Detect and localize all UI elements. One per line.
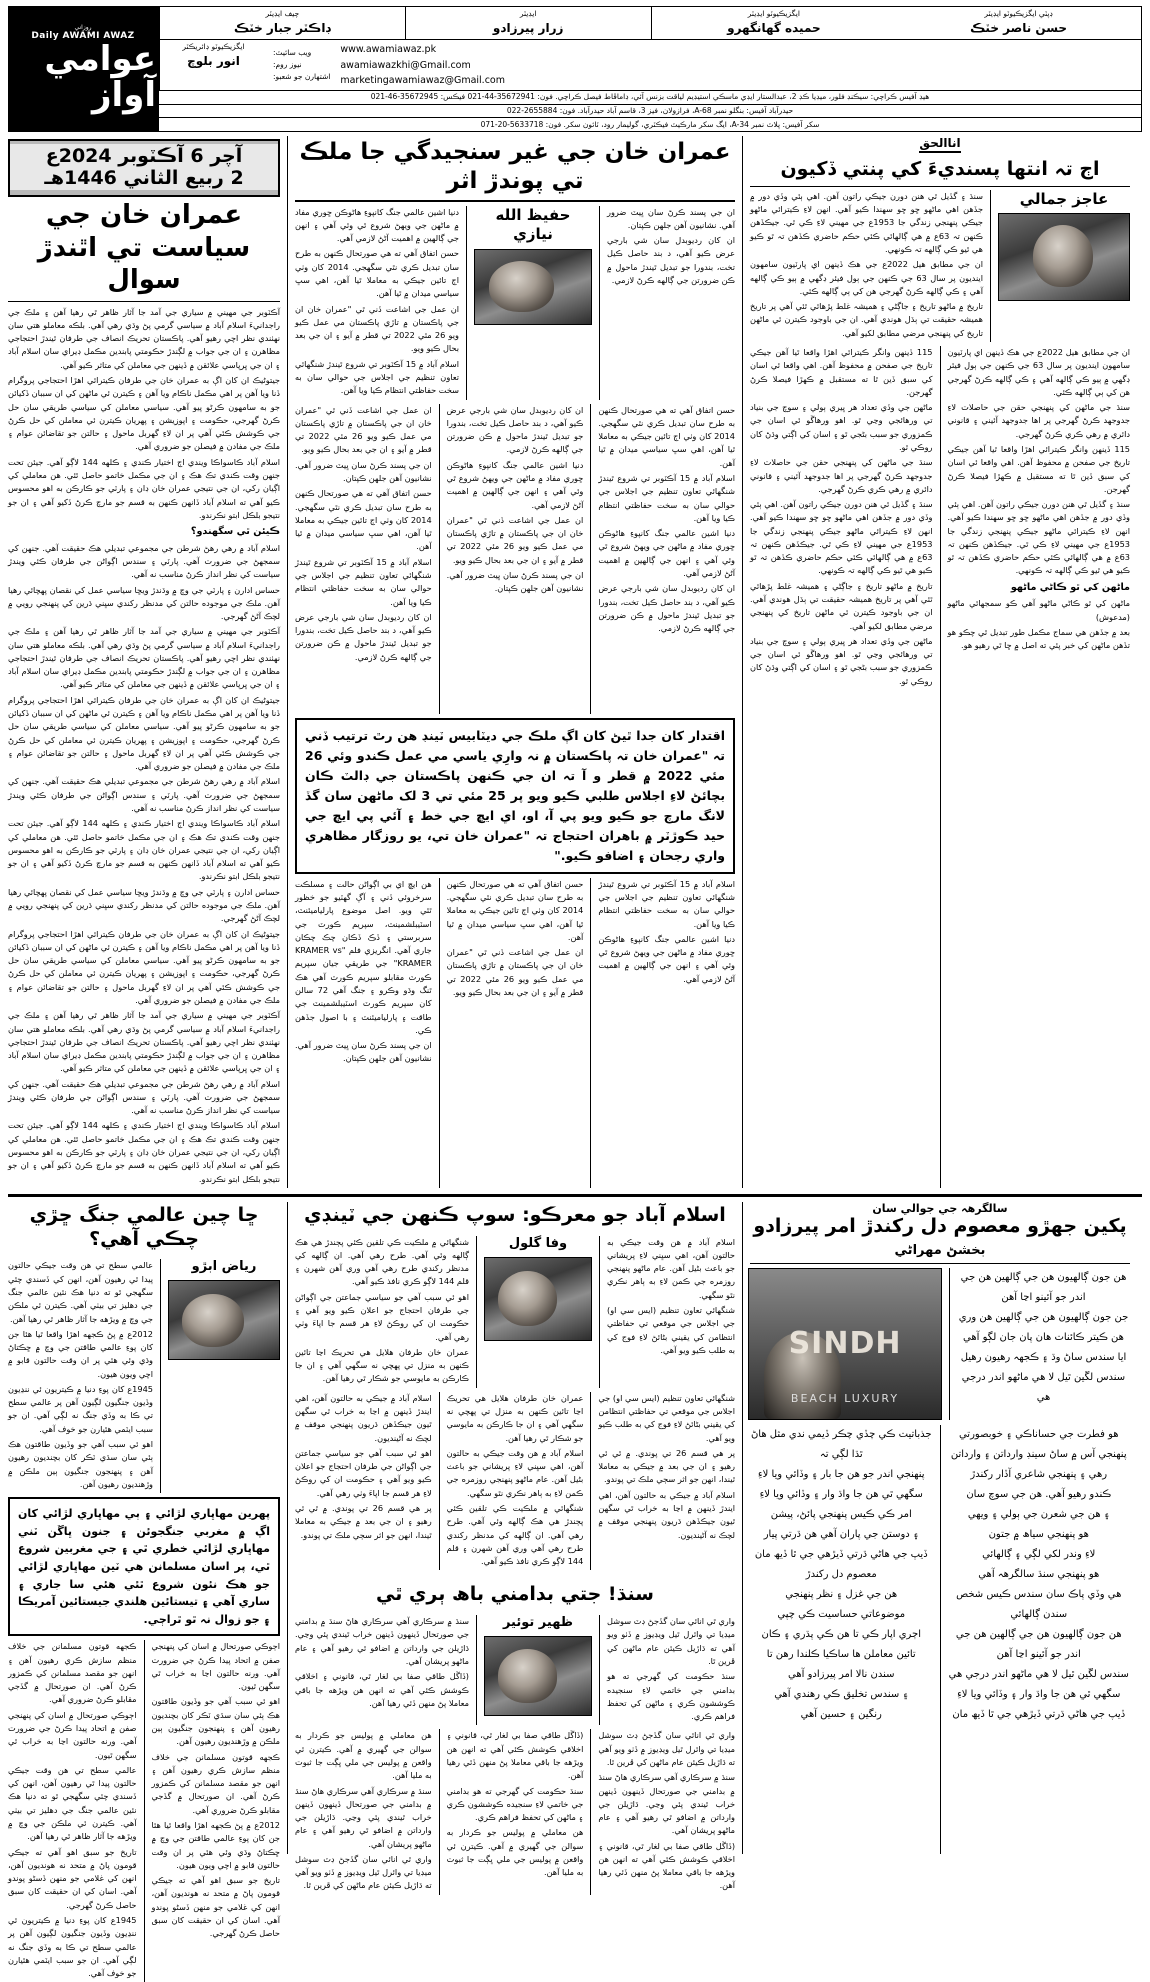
website-label: ويب سائيٽ: [273,48,312,58]
pull-quote: اقتدار کان جدا ٿيڻ کان اڳ ملڪ جي ديٽابيس ٽينڊ هن رٿ ترتيب ڏني تہ "عمران خان تہ پاڪستان ۾ نہ وارِي ياسي مي عمل ڪندو وئي 26 مئي 2022 ۾ قطر و آ تہ ان جي ڪنهن پاڪستان جي ڊالٽ ڪان بچائڻ لاءِ اجلاس طلبي ڪيو ويو پر 25 مئي تي 3 لک ماڻهن سان گڏ لانگ مارچ جو ڪيو ويو پي آ، او، اي ايڇ جي خط ۽ آئي پي ايڇ جي حيد ڪوڙٽر ۾ باهران احتجاج تہ "عمران خان تي، يو روزگار مظاهري واري رجحان ۽ اضافو ڪيو." [295,718,735,874]
bottom-left-poem-top [957,1268,1130,1420]
paragraph: اسلام آباد ۾ جيڪي به حالتون آهن، اهي ايندڙ ڏينهن ۾ اڃا به خراب ٿي سگهن ٿيون جيڪڏهن ڌريون پنهنجي موقف ۾ لچڪ نه آڻينديون. [295,1392,432,1443]
paragraph: سنڌ حڪومت کي گهرجي ته هو بدامني جي خاتمي لاءِ سنجيده ڪوششون ڪري ۽ ماڻهن کي تحفظ فراهم ڪري. [607,1671,735,1722]
paragraph: اسلام آباد ڪاسواڪا ويندي اڄ اختيار ڪندي ۽ ڪلهه 144 لاڳو آهي. جيئن تحت جنهن وقت ڪندي تڪ هڪ ۽ ان جي مڪمل خاتمو حاصل ٿئي. هن معاملي کي اڳيان رکي، ان جي نتيجي عمران خان ڊان ۽ پارٽي جو ڪارڪن به اهو محسوس ڪيو آهي ته اسلام آباد ڏانهن ڪنهن به قسم جو مارچ ڪرڻ ڏکيو آهي ۽ ان جو نتيجو بلڪل ابتو نڪرندو. [8,818,280,882]
paragraph: اسلام آباد ۾ 15 آڪٽوبر تي شروع ٿيندڙ شنگهائي تعاون تنظيم جي اجلاس جي حوالي سان به سخت حفاظتي انتظام ڪيا ويا آهن. [598,878,736,929]
mid-close-col-c [598,878,735,1188]
paragraph: ان عمل جي اشاعت ڏني ٿي "عمران خان ان جي پاڪستان ۾ تاڙي پاڪستان مي عمل ڪيو ويو 26 مئي 2022 تي قطر ۾ آيو ۽ ان جي بعد بحال ڪيو ويو. [446,947,584,997]
ads-label: اشتهارن جو شعبو: [273,72,331,82]
author-photo [474,249,592,325]
mid-byline-block [474,206,592,400]
paragraph: ان عمل جي اشاعت ڏني ٿي "عمران خان ان جي پاڪستان ۾ تاڙي پاڪستان مي عمل ڪيو ويو 26 مئي 2022 تي قطر ۾ آيو ۽ ان جي بعد بحال ڪيو ويو. [295,303,459,354]
bottom-right-headline: ڇا چين عالمي جنگ ڇڙي چڪي آهي؟ [29,1203,259,1250]
paragraph: سنڌ ۾ سرڪاري آهي سرڪاري هاڻ سنڌ ۾ بدامني جي صورتحال ڏينهون ڏينهن خراب ٿيندي پئي وڃي. ڌاڙيلن جي وارداتن ۾ اضافو ٿي رهيو آهي ۽ عام ماڻهو پريشان آهي. [295,1785,432,1849]
paragraph: اسلام آباد ڪاسواڪا ويندي اڄ اختيار ڪندي ۽ ڪلهه 144 لاڳو آهي. جيئن تحت جنهن وقت ڪندي تڪ هڪ ۽ ان جي مڪمل خاتمو حاصل ٿئي. هن معاملي کي اڳيان رکي، ان جي نتيجي عمران خان ڊان ۽ پارٽي جو ڪارڪن به اهو محسوس ڪيو آهي ته اسلام آباد ڏانهن ڪنهن به قسم جو مارچ ڪرڻ ڏکيو آهي ۽ ان جو نتيجو بلڪل ابتو نڪرندو. [8,1120,280,1184]
paragraph: عالمي سطح تي هن وقت جيڪي حالتون پيدا ٿي رهيون آهن، انهن کي ڏسندي چئي سگهجي ٿو ته دنيا هڪ نئين عالمي جنگ جي دهليز تي بيٺي آهي. ڪيترن ئي ملڪن جي وچ ۾ ويڙهه جا آثار ظاهر ٿي رهيا آهن. [8,1764,137,1842]
paragraph: حسن اتفاق آهي ته هي صورتحال ڪنهن به طرح سان تبديل ڪري نٿي سگهجي. 2014 کان وٺي اڄ تائين جيڪي به معاملا ٿيا آهن، اهي سڀ سياسي ميدان ۾ ٿيا آهن. [446,878,584,942]
paragraph: 1945ع کان پوءِ دنيا ۾ ڪيتريون ئي ننڍيون وڏيون جنگيون لڳيون آهن پر عالمي سطح تي ڪا به وڏي جنگ نه لڳي آهي. ان جو سبب ايٽمي هٿيارن جو خوف آهي. [8,1383,153,1434]
staff-row-director-contacts [159,40,1141,91]
lead-body [8,306,280,1188]
staff-name-label: ڊاڪٽر جبار خٽڪ [233,21,331,36]
poem-line: هي وڏي پاڪ سان سندس ڪيس شخص [956,1588,1122,1600]
staff-role-label: ايگزيڪيوٽو ايڊيٽر [747,9,800,18]
paragraph: اهو ئي سبب آهي جو سياسي جماعتن جي اڳواڻن جي طرفان احتجاج جو اعلان ڪيو ويو آهي ۽ حڪومت ان کي روڪڻ لاءِ هر قسم جا اپاءَ وٺي رهي آهي. [295,1291,469,1342]
paragraph: (ڏاڱل طاقي صفا بي لغار ٿي، قانوني ۽ اخلاقي ڪوشش ڪئي آهي ته انهن هن ويڙهه جا باقي معاملا پڻ منهن ڏئي رهيا آهن. [446,1730,584,1781]
paragraph: سنڌ ۾ سرڪاري آهي سرڪاري هاڻ سنڌ ۾ بدامني جي صورتحال ڏينهون ڏينهن خراب ٿيندي پئي وڃي. ڌاڙيلن جي وارداتن ۾ اضافو ٿي رهيو آهي ۽ عام ماڻهو پريشان آهي. [295,1616,469,1666]
bottom-mid2-headline: سنڌ! جتي بدامني باھ ٻري ٿي [376,1583,654,1606]
author-photo [484,1257,592,1341]
office-sukkur: سکر آفيس: پلاٽ نمبر A-34، ايگ سکر مارڪيٽ فيڪٽري، گوليمار رود، ٽائون سکر. فون: 5633718-20-071 [480,119,820,129]
poem-line: هن جي غزل ۽ نظر پنهنجي [785,1588,898,1600]
paragraph: اسلام آباد ۾ 15 آڪٽوبر تي شروع ٿيندڙ شنگهائي تعاون تنظيم جي اجلاس جي حوالي سان به سخت حفاظتي انتظام ڪيا ويا آهن. [295,358,459,396]
paragraph: ماڻهن کي ٿو ڪاڻي ماڻهو آهي ڪو سمجهائي ماڻهو (مدعوش) [947,598,1130,622]
paragraph: 2012ع ۾ پڻ ڪجهه اهڙا واقعا ٿيا هئا جن کان پوءِ عالمي طاقتن جي وچ ۾ ڇڪتاڻ وڌي وئي هئي پر ان وقت حالتون قابو ۾ اچي ويون هيون. [8,1328,153,1379]
poem-line: جذباتيت ڪي چڏي چڪر ڏيمي ندي مثل هاڻ ٿڌا لڳي تہ [750,1428,932,1460]
paragraph: ڪجهه قوتون مسلمانن جي خلاف منظم سازش ڪري رهيون آهن ۽ انهن جو مقصد مسلمانن کي ڪمزور ڪرڻ آهي. ان صورتحال ۾ گڏجي مقابلو ڪرڻ ضروري آهي. [8,1641,137,1705]
paragraph: پر هي قسم 26 تي پوندي. ۾ ٿي ئي رهيو ۽ ان جي بعد ۾ جيڪي به معاملا ٿيندا، انهن جو اثر سڄي ملڪ تي پوندو. [295,1502,432,1540]
left-headline: اڄ تہ انتها پسنديءَ کي پنتي ڏکيون [780,158,1100,181]
paragraph: سنڌ ۾ سرڪاري آهي سرڪاري هاڻ سنڌ ۾ بدامني جي صورتحال ڏينهون ڏينهن خراب ٿيندي پئي وڃي. ڌاڙيلن جي وارداتن ۾ اضافو ٿي رهيو آهي ۽ عام ماڻهو پريشان آهي. [598,1772,736,1836]
bottom-section [8,1201,1142,1979]
bottom-left-kicker: سالگرهہ جي جوالي سان [872,1201,1008,1215]
poem-line: ۽ سندس تخليق ڪي رهندي آهي [774,1688,909,1700]
mid-body-col3 [607,206,735,400]
paragraph: شنگهائي تعاون تنظيم (ايس سي او) جي اجلاس جي موقعي تي حفاظتي انتظامن کي يقيني بڻائڻ لاءِ فوج کي به طلب ڪيو ويو آهي. [607,1305,735,1355]
poem-line: معصوم دل رکندڙ [805,1568,877,1580]
left-body-col-b [948,346,1131,1188]
contact-values [340,42,505,88]
paragraph: اسلام آباد ۾ هن وقت جيڪي به حالتون آهن، اهي سڀني لاءِ پريشاني جو باعث بڻيل آهن. عام ماڻهو پنهنجي روزمره جي ڪمن لاءِ به ٻاهر نڪري نٿو سگهي. [446,1447,584,1498]
poem-line: سندس لڱين ٿيل لا هي ماڻهو اندر درجي هي [961,1371,1126,1403]
paragraph: اسلام آباد ڪاسواڪا ويندي اڄ اختيار ڪندي ۽ ڪلهه 144 لاڳو آهي. جيئن تحت جنهن وقت ڪندي تڪ هڪ ۽ ان جي مڪمل خاتمو حاصل ٿئي. هن معاملي کي اڳيان رکي، ان جي نتيجي عمران خان ڊان ۽ پارٽي جو ڪارڪن به اهو محسوس ڪيو آهي ته اسلام آباد ڏانهن ڪنهن به قسم جو مارچ ڪرڻ ڏکيو آهي ۽ ان جو نتيجو بلڪل ابتو نڪرندو. [8,456,280,520]
column-kicker: اناالحق [919,136,960,153]
bottom-mid-col-b [447,1392,584,1571]
bottom-mid-col-a [295,1392,432,1571]
paragraph: عمران خان طرفان هلايل هي تحريڪ اڃا تائين ڪنهن به منزل تي پهچي نه سگهي آهي ۽ ان جا ڪارڪن به مايوسي جو شڪار ٿي رهيا آهن. [295,1346,469,1384]
masthead-staff-grid [158,6,1142,132]
staff-name-label: زرار پيرزادو [492,21,564,36]
staff-role-label: چيف ايڊيٽر [265,9,300,18]
newsroom-email[interactable]: awamiawazkhi@Gmail.com [340,59,471,71]
director-role-label: ايگزيڪيوٽو ڊائريڪٽر [182,42,245,52]
paragraph: ان جي مطابق هيل 2022ع جي هڪ ڏينهن اي پارٽيون سامهون اينديون پر سال 63 جي ڪنهن جي ٻول فيئر ڊگهي ۾ ٻيو ڪي ڳالهه آهي ۽ ڪي ڳالهه ڪرڻ گهرجي هن کي ٻي ڳالهه ڪئي. [947,346,1130,397]
poem-line: ۽ هن جي شعرن جي ٻولي ۽ ويهي [967,1508,1110,1520]
paragraph: اڄوڪي صورتحال ۾ اسان کي پنهنجي صفن ۾ اتحاد پيدا ڪرڻ جي ضرورت آهي. ورنه حالتون اڃا به خراب ٿي سگهن ٿيون. [8,1709,137,1760]
paragraph: واري ٿي انائي سان گڏجڻ ڊٽ سوشل ميڊيا تي وائرل ٿيل ويڊيوز ۾ ڏٺو ويو آهي ته ڌاڙيل ڪيئن عام ماڻهن کي ڦرين ٿا. [607,1616,735,1666]
paragraph: ان کان رديوبدل سان شي بارجي عرض ڪيو آهي، د بند حاصل ڪيل تخت، بندورا جو تبديل ٿيندڙ ماحول ۾ ڪن ضرورتن جي ڳالهه ڪرڻ لازمي. [598,583,736,634]
paragraph: دنيا اشين عالمي جنگ کانپوءِ هاڻوڪن ڇوري مفاد ۾ ماڻهن جي ويهڻ شروع ٿي وئي آهي ۽ انهن جي ڳالهين ۾ اهميت آڻڻ لازمي آهي. [295,206,459,244]
paragraph: اسلام آباد ۾ رهي رهڻ شرطن جي مجموعي تبديلي هڪ حقيقت آهي. جنهن کي سمجهڻ جي ضرورت آهي. پارٽي ۽ سندس اڳواڻن جي طرفان ڪئي ويندڙ سياست کي نظر انداز ڪرڻ مناسب نه آهي. [8,1078,280,1116]
staff-executive-editor [651,7,897,39]
bottom-mid2-col-b [447,1729,584,1894]
staff-row-editors [159,7,1141,40]
date-text: آچر 6 آڪٽوبر 2024ع 2 ربيع الثاني 1446هـ [10,144,278,190]
paragraph: شنگهائي ۾ ملڪيت ڪي تلقين ڪئي پڄندڙ هي هڪ ڳالهه وئي آهي. طرح رهي آهي. ان ڳالهه کي مدنظر رکندي طرح رهي آهي وري آهن شهرن ۽ قلم 144 لاڳو ڪري نافذ ڪيو آهي. [295,1236,469,1287]
staff-editor [405,7,651,39]
poem-line: امر ڪي ڪيس پنهنجي پائڻ، پيشن [770,1508,912,1520]
mid-body-col-a [295,404,432,714]
poem-line: ڪندو رهيو آهي. هن جي سوچ سان [966,1488,1112,1500]
staff-chief-editor [159,7,405,39]
paragraph: ان جي پسند ڪرڻ سان ڀيٽ ضرور آهي. نشانيون آهن جلهن ڪپتان. [446,569,584,594]
poem-line: سندن نالا امر پيرزادو آهي [788,1668,895,1680]
paragraph: ان کان رديوبدل سان شي بارجي عرض ڪيو آهي، د بند حاصل ڪيل تخت، بندورا جو تبديل ٿيندڙ ماحول ۾ ڪن ضرورتن جي ڳالهه ڪرڻ لازمي. [446,404,584,455]
left-body-col-a [750,346,933,1188]
poem-line: ڏيپ جي هاڻي ڌرتي ڏيڙهي جي ٿا ڏيھ مان [754,1548,928,1560]
left-byline-block [998,190,1130,342]
bottom-mid-headline: اسلام آباد جو معرڪو: سوپ ڪنهن جي ٽينڊي [304,1203,726,1226]
paragraph: 2012ع ۾ پڻ ڪجهه اهڙا واقعا ٿيا هئا جن کان پوءِ عالمي طاقتن جي وچ ۾ ڇڪتاڻ وڌي وئي هئي پر ان وقت حالتون قابو ۾ اچي ويون هيون. [151,1819,280,1870]
newsroom-label: نيوز روم: [273,60,302,70]
paragraph: آڪٽوبر جي مهيني ۾ سياري جي آمد جا آثار ظاهر ٿي رهيا آهن ۽ ملڪ جي راجدانيءَ اسلام آباد ۾ سياسي گرمي پڻ وڌي رهي آهي. بلڪه معاملو هتي سان نهٺندي نظر اچي رهيو آهي. پاڪستان تحريڪ انصاف جي طرفان ٿيندڙ احتجاجي مظاهرن ۽ ان جي جواب ۾ لڳندڙ حڪومتي پابندين مڪمل ڊيراي سان اسلام آباد ۽ ان جي ڀرپاسي علائقن ۾ ڏينهن جي معاملن کي متاثر ڪيو آهي. [8,306,280,370]
bottom-right-col-b [152,1640,281,1982]
paragraph: دنيا اشين عالمي جنگ کانپوءِ هاڻوڪن ڇوري مفاد ۾ ماڻهن جي ويهڻ شروع ٿي وئي آهي ۽ انهن جي ڳالهين ۾ اهميت آڻڻ لازمي آهي. [446,459,584,510]
author-photo [484,1636,592,1716]
paragraph: اسلام آباد ۾ جيڪي به حالتون آهن، اهي ايندڙ ڏينهن ۾ اڃا به خراب ٿي سگهن ٿيون جيڪڏهن ڌريون پنهنجي موقف ۾ لچڪ نه آڻينديون. [598,1489,736,1540]
paragraph: شنگهائي تعاون تنظيم (ايس سي او) جي اجلاس جي موقعي تي حفاظتي انتظامن کي يقيني بڻائڻ لاءِ فوج کي به طلب ڪيو ويو آهي. [598,1392,736,1443]
paragraph: بعد ۾ جڏهن هي سماج مڪمل طور تبديل ٿي چڪو هو تڏهن ماڻهن کي خبر پئي ته اصل ۾ ڇا ٿي رهيو هو. [947,626,1130,651]
poem-line: جن جون ڳالهيون هن جي ڳالهين هن وري هن ڪيتر ڪائنات هان پان جان لڳو آهي [958,1311,1129,1343]
bottom-mid-body-col1 [295,1236,469,1388]
staff-executive-director [159,40,267,90]
section-divider [8,1194,1142,1197]
poem-line: سگهي ٿي هن جا واڌ وار ۽ وڏائي ويا لاءِ [759,1488,923,1500]
paragraph: ان عمل جي اشاعت ڏني ٿي "عمران خان ان جي پاڪستان ۾ تاڙي پاڪستان مي عمل ڪيو ويو 26 مئي 2022 تي قطر ۾ آيو ۽ ان جي بعد بحال ڪيو ويو. [446,514,584,565]
paragraph: اسلام آباد ۾ 15 آڪٽوبر تي شروع ٿيندڙ شنگهائي تعاون تنظيم جي اجلاس جي حوالي سان به سخت حفاظتي انتظام ڪيا ويا آهن. [598,472,736,523]
poem-line: هو پنهنجي سياھ ۾ جتون [988,1528,1089,1540]
date-row [8,139,280,197]
poem-line: رنگين ۽ حسين آهي [800,1708,882,1720]
mid-headline: عمران خان جي غير سنجيدگي جا ملڪ تي پوندڙ اثر [299,139,731,194]
top-section [8,136,1142,1188]
paragraph: اهو ئي سبب آهي جو وڏيون طاقتون هڪ ٻئي سان سڌي ٽڪر کان بچنديون رهيون آهن ۽ پنهنجون جنگيون ٻين ملڪن ۾ وڙهنديون رهيون آهن. [8,1439,153,1489]
poem-line: رهي ۽ پنهنجي شاعري آڏار رکندڙ [970,1468,1108,1480]
poem-line: هو پنهنجي سنڌ سالگرهہ آهي [978,1568,1100,1580]
paragraph: اسلام آباد ۾ رهي رهڻ شرطن جي مجموعي تبديلي هڪ حقيقت آهي. جنهن کي سمجهڻ جي ضرورت آهي. پارٽي ۽ سندس اڳواڻن جي طرفان ڪئي ويندڙ سياست کي نظر انداز ڪرڻ مناسب نه آهي. [8,776,280,813]
logo-mark: روزاني [74,23,92,31]
paragraph: ڪجهه قوتون مسلمانن جي خلاف منظم سازش ڪري رهيون آهن ۽ انهن جو مقصد مسلمانن کي ڪمزور ڪرڻ آهي. ان صورتحال ۾ گڏجي مقابلو ڪرڻ ضروري آهي. [151,1751,280,1815]
bottom-mid-col-c [598,1392,735,1571]
paragraph: اسلام آباد ۾ هن وقت جيڪي به حالتون آهن، اهي سڀني لاءِ پريشاني جو باعث بڻيل آهن. عام ماڻهو پنهنجي روزمره جي ڪمن لاءِ به ٻاهر نڪري نٿو سگهي. [607,1236,735,1300]
logo-sindhi-title: عوامي آواز [44,38,156,115]
poem-line: اڄري اپار ڪي تا هن ڪي پڌري ۽ ڪان [761,1628,922,1640]
paragraph: سنڌ ۽ گڏيل ٿي هنن دورن جيڪي راتون آهن. اهي ٻئي وڏي دور ۾ جڏهن اهي ماڻهو ڇو ڇو سهندا ڪيو آهي. انهن لاءِ ڪيترائي ماڻهو جيڪي پنهنجي زندگي جا 1953ع جي مهيني لاءِ ڪي ٿي. جيڪڏهن ڪنهن تہ 63ع ۾ هي ڳالهائي ڪئي حڪم حاضري ڪڏهن تہ ٿو ڪيو هي ٿيو ڪي ڳالهه تہ ڪونهي. [750,499,933,576]
paragraph: واري ٿي انائي سان گڏجڻ ڊٽ سوشل ميڊيا تي وائرل ٿيل ويڊيوز ۾ ڏٺو ويو آهي ته ڌاڙيل ڪيئن عام ماڻهن کي ڦرين ٿا. [295,1853,432,1891]
paragraph: (ڏاڱل طاقي صفا بي لغار ٿي، قانوني ۽ اخلاقي ڪوشش ڪئي آهي ته انهن هن ويڙهه جا باقي معاملا پڻ منهن ڏئي رهيا آهن. [598,1840,736,1891]
event-photo [748,1268,942,1420]
paragraph: ماڻهن جي وڏي تعداد هر ڀيري ٻولي ۽ سوچ جي بنياد تي ورهائجي وڃي ٿو. اهو ورهاڱو ئي اسان جي ڪمزوري جو سبب بڻجي ٿو ۽ اسان کي اڳتي وڌڻ کان روڪي ٿو. [750,402,933,452]
paragraph: ان جي پسند ڪرڻ سان ڀيٽ ضرور آهي. نشانيون آهن جلهن ڪپتان. [295,1040,432,1064]
bottom-left-poem-col-a [750,1425,933,1854]
paragraph: اسلام آباد ۾ رهي رهڻ شرطن جي مجموعي تبديلي هڪ حقيقت آهي. جنهن کي سمجهڻ جي ضرورت آهي. پارٽي ۽ سندس اڳواڻن جي طرفان ڪئي ويندڙ سياست کي نظر انداز ڪرڻ مناسب نه آهي. [8,542,280,580]
paragraph: جيتوڻيڪ ان کان اڳ به عمران خان جي طرفان ڪيترائي اهڙا احتجاجي پروگرام ڏنا ويا آهن پر اهي مڪمل ناڪام ويا آهن ۽ ڪيترن ئي ماڻهن کي ان سببان ڏکيائن جو به سامهون ڪرڻو پيو آهي. سياسي معاملن کي سياسي طريقي سان حل ڪرڻ گهرجي، حڪومت ۽ اپوزيشن ۽ پهريان ڪيترن ئي معاملن کي حل ڪرڻ جي ڪوشش ڪئي آهي پر ان لاءِ گهربل ماحول ۽ حالتن جو تقاضائن عوام ۽ ملڪ جي مفادن ۾ فيصلن جو ضروري آهي. [8,375,280,452]
mid-close-col-a [295,878,432,1188]
newspaper-logo [8,6,158,132]
paragraph: اهو ئي سبب آهي جو وڏيون طاقتون هڪ ٻئي سان سڌي ٽڪر کان بچنديون رهيون آهن ۽ پنهنجون جنگيون ٻين ملڪن ۾ وڙهنديون رهيون آهن. [151,1696,280,1747]
paragraph: حسن اتفاق آهي ته هي صورتحال ڪنهن به طرح سان تبديل ڪري نٿي سگهجي. 2014 کان وٺي اڄ تائين جيڪي به معاملا ٿيا آهن، اهي سڀ سياسي ميدان ۾ ٿيا آهن. [295,488,432,552]
paragraph: تاريخ جو سبق اهو آهي ته جيڪي قومون پاڻ ۾ متحد نه هونديون آهن، انهن کي غلامي جو منهن ڏسڻو پوندو آهي. اسان کي ان حقيقت کان سبق حاصل ڪرڻ گهرجي. [8,1846,137,1910]
author-photo [998,213,1130,301]
bottom-right-article [8,1202,280,1979]
mid-body-col1 [295,206,459,400]
bottom-mid2-body-col1 [295,1615,469,1725]
paragraph: واري ٿي انائي سان گڏجڻ ڊٽ سوشل ميڊيا تي وائرل ٿيل ويڊيوز ۾ ڏٺو ويو آهي ته ڌاڙيل ڪيئن عام ماڻهن کي ڦرين ٿا. [598,1730,736,1767]
bottom-mid2-byline-block [484,1615,592,1725]
paragraph: پر هي قسم 26 تي پوندي. ۾ ٿي ئي رهيو ۽ ان جي بعد ۾ جيڪي به معاملا ٿيندا، انهن جو اثر سڄي ملڪ تي پوندو. [598,1447,736,1485]
paragraph: دنيا اشين عالمي جنگ کانپوءِ هاڻوڪن ڇوري مفاد ۾ ماڻهن جي ويهڻ شروع ٿي وئي آهي ۽ انهن جي ڳالهين ۾ اهميت آڻڻ لازمي آهي. [598,528,736,578]
paragraph: عالمي سطح تي هن وقت جيڪي حالتون پيدا ٿي رهيون آهن، انهن کي ڏسندي چئي سگهجي ٿو ته دنيا هڪ نئين عالمي جنگ جي دهليز تي بيٺي آهي. ڪيترن ئي ملڪن جي وچ ۾ ويڙهه جا آثار ظاهر ٿي رهيا آهن. [8,1260,153,1324]
paragraph: حساس ادارن ۽ پارٽي جي وچ ۾ وڌندڙ ويڇا سياسي عمل کي نقصان پهچائي رهيا آهن. ملڪ جي موجوده حالتن کي مدنظر رکندي سڀني ڌرين کي پنهنجي رويي ۾ لچڪ آڻڻ گهرجي. [8,584,280,622]
paragraph: تاريخ ۾ ماڻهو تاريخ ۽ جاڳڻي ۽ هميشہ غلط پڙهائي ٿئي آهي پر تاريخ هميشہ حقيقت تي ٻڌل هوندي آهي. ان جي باوجود ڪيترن ئي ماڻهن تاريخ کي پنهنجي مرضي مطابق لکيو آهي. [750,580,933,631]
paragraph: حسن اتفاق آهي ته هي صورتحال ڪنهن به طرح سان تبديل ڪري نٿي سگهجي. 2014 کان وٺي اڄ تائين جيڪي به معاملا ٿيا آهن، اهي سڀ سياسي ميدان ۾ ٿيا آهن. [598,404,736,468]
bottom-right-byline: رياض ابڙو [191,1259,257,1275]
paragraph: سنڌ جي ماڻهن کي پنهنجي حقن جي حاصلات لاءِ جدوجهد ڪرڻ گهرجي پر اها جدوجهد آئيني ۽ قانوني دائري ۾ رهي ڪري ڪرڻ گهرجي. [947,402,1130,439]
paragraph: ان جي پسند ڪرڻ سان ڀيٽ ضرور آهي. نشانيون آهن جلهن ڪپتان. [295,459,432,483]
bottom-right-pull-quote: پهرين مهاڀاري لڙائي ۽ ٻي مهاڀاري لڙائي کان اڳ ۾ مغربي جنگجوئن ۽ جنون ڀاڱن ٽني مهاڀاري لڙائي خطري ٿي ۽ جي مغربين شروع ٿي، پر اسان مسلمانن هي ٽين مهاڀاري لڙائي جو هڪ نئون شروع ٿئي هئي سا جاري ۽ ساري آهي ۽ تيستائين هلندي جيستائين آمريڪا ۽ جو زوال نہ ٿو ٿراڄي. [8,1497,280,1636]
bottom-left-poem-col-b [948,1425,1131,1854]
paragraph: حساس ادارن ۽ پارٽي جي وچ ۾ وڌندڙ ويڇا سياسي عمل کي نقصان پهچائي رهيا آهن. ملڪ جي موجوده حالتن کي مدنظر رکندي سڀني ڌرين کي پنهنجي رويي ۾ لچڪ آڻڻ گهرجي. [8,886,280,924]
sub-heading: ماڻهن کي ٿو ڪاڻي ماڻهو [1010,581,1130,593]
mid-body-col-c [598,404,735,714]
bottom-mid2-body-col3 [607,1615,735,1725]
poem-line: تائين معاملن ها ساڪيا ڪلندا رهن تا [766,1648,916,1660]
paragraph: آڪٽوبر جي مهيني ۾ سياري جي آمد جا آثار ظاهر ٿي رهيا آهن ۽ ملڪ جي راجدانيءَ اسلام آباد ۾ سياسي گرمي پڻ وڌي رهي آهي. بلڪه معاملو هتي سان نهٺندي نظر اچي رهيو آهي. پاڪستان تحريڪ انصاف جي طرفان ٿيندڙ احتجاجي مظاهرن ۽ ان جي جواب ۾ لڳندڙ حڪومتي پابندين مڪمل ڊيراي سان اسلام آباد ۽ ان جي ڀرپاسي علائقن ۾ ڏينهن جي معاملن کي متاثر ڪيو آهي. [8,626,280,690]
paragraph: ان جي مطابق هيل 2022ع جي هڪ ڏينهن اي پارٽيون سامهون اينديون پر سال 63 جي ڪنهن جي ٻول فيئر ڊگهي ۾ ٻيو ڪي ڳالهه آهي ۽ ڪي ڳالهه ڪرڻ گهرجي هن کي ٻي ڳالهه ڪئي. [750,259,983,296]
sub-heading: ڪيئن ٿي سگهندو؟ [190,526,280,538]
paragraph: هن معاملي ۾ پوليس جو ڪردار به سوالن جي گهيري ۾ آهي. ڪيترن ئي واقعن ۾ پوليس جي ملي ڀڳت جا ثبوت به مليا آهن. [446,1827,584,1878]
mid-close-col-b [447,878,584,1188]
lead-headline: عمران خان جي سياست تي اٿندڙ سوال [37,200,251,296]
bottom-left-article [750,1202,1130,1854]
bottom-mid-byline-block [484,1236,592,1388]
paragraph: جيتوڻيڪ ان کان اڳ به عمران خان جي طرفان ڪيترائي اهڙا احتجاجي پروگرام ڏنا ويا آهن پر اهي مڪمل ناڪام ويا آهن ۽ ڪيترن ئي ماڻهن کي ان سببان ڏکيائن جو به سامهون ڪرڻو پيو آهي. سياسي معاملن کي سياسي طريقي سان حل ڪرڻ گهرجي، حڪومت ۽ اپوزيشن ۽ پهريان ڪيترن ئي معاملن کي حل ڪرڻ جي ڪوشش ڪئي آهي پر ان لاءِ گهربل ماحول ۽ حالتن جو تقاضائن عوام ۽ ملڪ جي مفادن ۾ فيصلن جو ضروري آهي. [8,928,280,1005]
paragraph: آڪٽوبر جي مهيني ۾ سياري جي آمد جا آثار ظاهر ٿي رهيا آهن ۽ ملڪ جي راجدانيءَ اسلام آباد ۾ سياسي گرمي پڻ وڌي رهي آهي. بلڪه معاملو هتي سان نهٺندي نظر اچي رهيو آهي. پاڪستان تحريڪ انصاف جي طرفان ٿيندڙ احتجاجي مظاهرن ۽ ان جي جواب ۾ لڳندڙ حڪومتي پابندين مڪمل ڊيراي سان اسلام آباد ۽ ان جي ڀرپاسي علائقن ۾ ڏينهن جي معاملن کي متاثر ڪيو آهي. [8,1010,280,1074]
paragraph: جيتوڻيڪ ان کان اڳ به عمران خان جي طرفان ڪيترائي اهڙا احتجاجي پروگرام ڏنا ويا آهن پر اهي مڪمل ناڪام ويا آهن ۽ ڪيترن ئي ماڻهن کي ان سببان ڏکيائن جو به سامهون ڪرڻو پيو آهي. سياسي معاملن کي سياسي طريقي سان حل ڪرڻ گهرجي، حڪومت ۽ اپوزيشن ۽ پهريان ڪيترن ئي معاملن کي حل ڪرڻ جي ڪوشش ڪئي آهي پر ان لاءِ گهربل ماحول ۽ حالتن جو تقاضائن عوام ۽ ملڪ جي مفادن ۾ فيصلن جو ضروري آهي. [8,694,280,772]
photo-banner-text: SINDH [788,1326,902,1362]
paragraph: سنڌ جي ماڻهن کي پنهنجي حقن جي حاصلات لاءِ جدوجهد ڪرڻ گهرجي پر اها جدوجهد آئيني ۽ قانوني دائري ۾ رهي ڪري ڪرڻ گهرجي. [750,457,933,494]
bottom-mid-body-col3 [607,1236,735,1388]
date-bar [8,139,280,197]
paragraph: 1945ع کان پوءِ دنيا ۾ ڪيتريون ئي ننڍيون وڏيون جنگيون لڳيون آهن پر عالمي سطح تي ڪا به وڏي جنگ نه لڳي آهي. ان جو سبب ايٽمي هٿيارن جو خوف آهي. [8,1914,137,1979]
paragraph: اسلام آباد ۾ 15 آڪٽوبر تي شروع ٿيندڙ شنگهائي تعاون تنظيم جي اجلاس جي حوالي سان به سخت حفاظتي انتظام ڪيا ويا آهن. [295,556,432,607]
staff-name-label: حميده گهانگهرو [727,21,821,36]
paragraph: 115 ڏينهن وانگر ڪيترائي اهڙا واقعا ٿيا آهن جيڪي تاريخ جي صفحن ۾ محفوظ آهن. اهي واقعا ئي اسان کي سبق ڏين ٿا ته مستقبل ۾ ڪهڙا فيصلا ڪرڻ گهرجن. [750,346,933,397]
bottom-right-byline-block [168,1259,280,1493]
author-photo [168,1280,280,1360]
poem-line: پنهنجي اندر جو هن جا بار ۽ وڏائي ويا لاءِ [757,1468,925,1480]
paragraph: تاريخ ۾ ماڻهو تاريخ ۽ جاڳڻي ۽ هميشہ غلط پڙهائي ٿئي آهي پر تاريخ هميشہ حقيقت تي ٻڌل هوندي آهي. ان جي باوجود ڪيترن ئي ماڻهن تاريخ کي پنهنجي مرضي مطابق لکيو آهي. [750,301,983,338]
paragraph: هن معاملي ۾ پوليس جو ڪردار به سوالن جي گهيري ۾ آهي. ڪيترن ئي واقعن ۾ پوليس جي ملي ڀڳت جا ثبوت به مليا آهن. [295,1730,432,1781]
ads-email[interactable]: marketingawamiawaz@Gmail.com [340,74,505,86]
poem-line: ۽ دوستن جي پاران آهي هن ڌرتي پيار [763,1528,919,1540]
bottom-mid2-col-a [295,1729,432,1894]
left-byline: عاجز جمالي [1019,189,1109,208]
staff-role-label: ڊپٽي ايگزيڪيوٽو ايڊيٽر [984,9,1053,18]
paragraph: اڄوڪي صورتحال ۾ اسان کي پنهنجي صفن ۾ اتحاد پيدا ڪرڻ جي ضرورت آهي. ورنه حالتون اڃا به خراب ٿي سگهن ٿيون. [151,1641,280,1692]
lead-editorial-column [8,136,280,1188]
left-body-top [750,190,983,342]
poem-line: سگهي ٿي هن جا واڌ وار ۽ وڏائي ويا لاءِ [957,1688,1121,1700]
poem-line: ڏيپ جي هاڻي ڌرتي ڏيڙهي جي ٿا ڏيھ مان [952,1708,1126,1720]
poem-line: سندن ڳالهائي [1010,1608,1068,1620]
poem-line: پنهنجي آس ۾ ساڻ سينڊ وارداتن ۽ وارداتن [950,1448,1127,1460]
poem-line: سندس لڱين ٿيل لا هي ماڻهو اندر درجي هي [948,1668,1129,1680]
bottom-left-headline: پکين جهڙو معصوم دل رکندڙ امر پيرزادو [753,1214,1127,1237]
paragraph: ان کان رديوبدل سان شي بارجي عرض ڪيو آهي، د بند حاصل ڪيل تخت، بندورا جو تبديل ٿيندڙ ماحول ۾ ڪن ضرورتن جي ڳالهه ڪرڻ لازمي. [607,235,735,286]
paragraph: 115 ڏينهن وانگر ڪيترائي اهڙا واقعا ٿيا آهن جيڪي تاريخ جي صفحن ۾ محفوظ آهن. اهي واقعا ئي اسان کي سبق ڏين ٿا ته مستقبل ۾ ڪهڙا فيصلا ڪرڻ گهرجن. [947,443,1130,494]
paragraph: هن ايڇ اي بي اڳواڻن حالت ۽ مسلڪت سرخروئي ڏني ۽ آڳ گهٽيو جو خظور ٿئي ويو. اصل موضوع پارلياميئنٽ، اسٽيبلشمينٽ، سپريم ڪورٽ جي سربرستي ۽ ڏڪ ڏڪان چڪ چڪان جاري آهي. انگريزي فلم "KRAMER vs KRAMER" جي طريقي جيان سپريم ڪورٽ مقابلو سپريم ڪورٽ آهي هڪ ٿنگ وڌو وڪرو ۽ جنگ آهي 72 سالن کان سپريم ڪورٽ اسٽيبلشمينٽ جي طاقت ۽ پارلياميئنٽ ۽ با اصول جڏهن ڪي. [295,878,432,1035]
bottom-left-byline: بخشڻ مهراڻي [894,1242,986,1258]
bottom-mid-byline: وفا گلول [508,1235,568,1251]
contact-labels [273,47,330,83]
poem-line: موضوعاتي حساسيت ڪي چپي [777,1608,906,1620]
staff-role-label: ايڊيٽر [519,9,537,18]
poem-line: هن جون ڳالهيون هن جي ڳالهين هن جي اندر جو آئينو اڃا آهن [955,1628,1122,1660]
paragraph: ان جي پسند ڪرڻ سان ڀيٽ ضرور آهي. نشانيون آهن جلهن ڪپتان. [607,206,735,230]
bottom-left-photo-block [750,1268,942,1420]
poem-line: لاءِ وندر لکي لڳي ۽ ڳالهائي [982,1548,1096,1560]
contact-block [267,40,1141,90]
staff-deputy-executive-editor [896,7,1141,39]
paragraph: تاريخ جو سبق اهو آهي ته جيڪي قومون پاڻ ۾ متحد نه هونديون آهن، انهن کي غلامي جو منهن ڏسڻو پوندو آهي. اسان کي ان حقيقت کان سبق حاصل ڪرڻ گهرجي. [151,1875,280,1939]
bottom-right-col-a [8,1640,137,1982]
paragraph: شنگهائي ۾ ملڪيت ڪي تلقين ڪئي پڄندڙ هي هڪ ڳالهه وئي آهي. طرح رهي آهي. ان ڳالهه کي مدنظر رکندي طرح رهي آهي وري آهن شهرن ۽ قلم 144 لاڳو ڪري نافذ ڪيو آهي. [446,1502,584,1567]
paragraph: سنڌ حڪومت کي گهرجي ته هو بدامني جي خاتمي لاءِ سنجيده ڪوششون ڪري ۽ ماڻهن کي تحفظ فراهم ڪري. [446,1785,584,1823]
poem-line: ايا سندس ساڻ وڌ ۽ ڪجهہ رهيون رهيل [960,1351,1127,1363]
office-hyderabad: حيدرآباد آفيس: بنگلو نمبر A-68، فرازولان، فيز 3، قاسم آباد حيدرآباد. فون: 2655884-022 [159,105,1141,119]
photo-banner-sub: BEACH LUXURY [790,1391,900,1405]
paragraph: ان عمل جي اشاعت ڏني ٿي "عمران خان ان جي پاڪستان ۾ تاڙي پاڪستان مي عمل ڪيو ويو 26 مئي 2022 تي قطر ۾ آيو ۽ ان جي بعد بحال ڪيو ويو. [295,404,432,455]
paragraph: سنڌ ۽ گڏيل ٿي هنن دورن جيڪي راتون آهن. اهي ٻئي وڏي دور ۾ جڏهن اهي ماڻهو ڇو ڇو سهندا ڪيو آهي. انهن لاءِ ڪيترائي ماڻهو جيڪي پنهنجي زندگي جا 1953ع جي مهيني لاءِ ڪي ٿي. جيڪڏهن ڪنهن تہ 63ع ۾ هي ڳالهائي ڪئي حڪم حاضري ڪڏهن تہ ٿو ڪيو هي ٿيو ڪي ڳالهه تہ ڪونهي. [947,499,1130,576]
paragraph: حسن اتفاق آهي ته هي صورتحال ڪنهن به طرح سان تبديل ڪري نٿي سگهجي. 2014 کان وٺي اڄ تائين جيڪي به معاملا ٿيا آهن، اهي سڀ سياسي ميدان ۾ ٿيا آهن. [295,248,459,299]
logo-english-title: Daily AWAMI AWAZ [31,30,135,41]
website-url[interactable]: www.awamiawaz.pk [340,44,437,56]
staff-name-label: حسن ناصر خٽڪ [970,21,1068,36]
middle-article-column [295,136,735,1188]
poem-line: هن جون ڳالهيون هن جي ڳالهين هن جي اندر جو آئينو اڃا آهن [960,1271,1127,1303]
paragraph: سنڌ ۽ گڏيل ٿي هنن دورن جيڪي راتون آهن. اهي ٻئي وڏي دور ۾ جڏهن اهي ماڻهو ڇو ڇو سهندا ڪيو آهي. انهن لاءِ ڪيترائي ماڻهو جيڪي پنهنجي زندگي جا 1953ع جي مهيني لاءِ ڪي ٿي. جيڪڏهن ڪنهن تہ 63ع ۾ هي ڳالهائي ڪئي حڪم حاضري ڪڏهن تہ ٿو ڪيو هي ٿيو ڪي ڳالهه تہ ڪونهي. [750,190,983,254]
paragraph: ماڻهن جي وڏي تعداد هر ڀيري ٻولي ۽ سوچ جي بنياد تي ورهائجي وڃي ٿو. اهو ورهاڱو ئي اسان جي ڪمزوري جو سبب بڻجي ٿو ۽ اسان کي اڳتي وڌڻ کان روڪي ٿو. [750,635,933,686]
bottom-right-body-top [8,1259,153,1493]
paragraph: عمران خان طرفان هلايل هي تحريڪ اڃا تائين ڪنهن به منزل تي پهچي نه سگهي آهي ۽ ان جا ڪارڪن به مايوسي جو شڪار ٿي رهيا آهن. [446,1392,584,1443]
masthead [8,6,1142,132]
bottom-middle-column [295,1202,736,1891]
paragraph: (ڏاڱل طاقي صفا بي لغار ٿي، قانوني ۽ اخلاقي ڪوشش ڪئي آهي ته انهن هن ويڙهه جا باقي معاملا پڻ منهن ڏئي رهيا آهن. [295,1671,469,1708]
left-column-article [750,136,1130,1188]
director-name-label: انور بلوچ [187,54,240,69]
paragraph: اهو ئي سبب آهي جو سياسي جماعتن جي اڳواڻن جي طرفان احتجاج جو اعلان ڪيو ويو آهي ۽ حڪومت ان کي روڪڻ لاءِ هر قسم جا اپاءَ وٺي رهي آهي. [295,1447,432,1498]
paragraph: ان کان رديوبدل سان شي بارجي عرض ڪيو آهي، د بند حاصل ڪيل تخت، بندورا جو تبديل ٿيندڙ ماحول ۾ ڪن ضرورتن جي ڳالهه ڪرڻ لازمي. [295,611,432,662]
paragraph: دنيا اشين عالمي جنگ کانپوءِ هاڻوڪن ڇوري مفاد ۾ ماڻهن جي ويهڻ شروع ٿي وئي آهي ۽ انهن جي ڳالهين ۾ اهميت آڻڻ لازمي آهي. [598,933,736,984]
mid-body-col-b [447,404,584,714]
bottom-mid2-col-c [598,1729,735,1894]
bottom-mid2-byline: ظهير توئير [502,1615,574,1631]
mid-byline: حفيظ الله نيازي [495,205,571,244]
office-karachi: هيڊ آفيس ڪراچي: سيڪنڊ فلور، ميڊيا ڪڊ 2، عبدالستار ايڊي ماسڪي استيڊيم لياقت بزنس آئي، ڊاماڦاط فيصل ڪراچي. فون: 35672941-44-021 فيڪس: 35672945-46-021 [159,91,1141,105]
poem-line: هو فطرت جي حساناڪي ۽ خوبصورتي [958,1428,1119,1440]
